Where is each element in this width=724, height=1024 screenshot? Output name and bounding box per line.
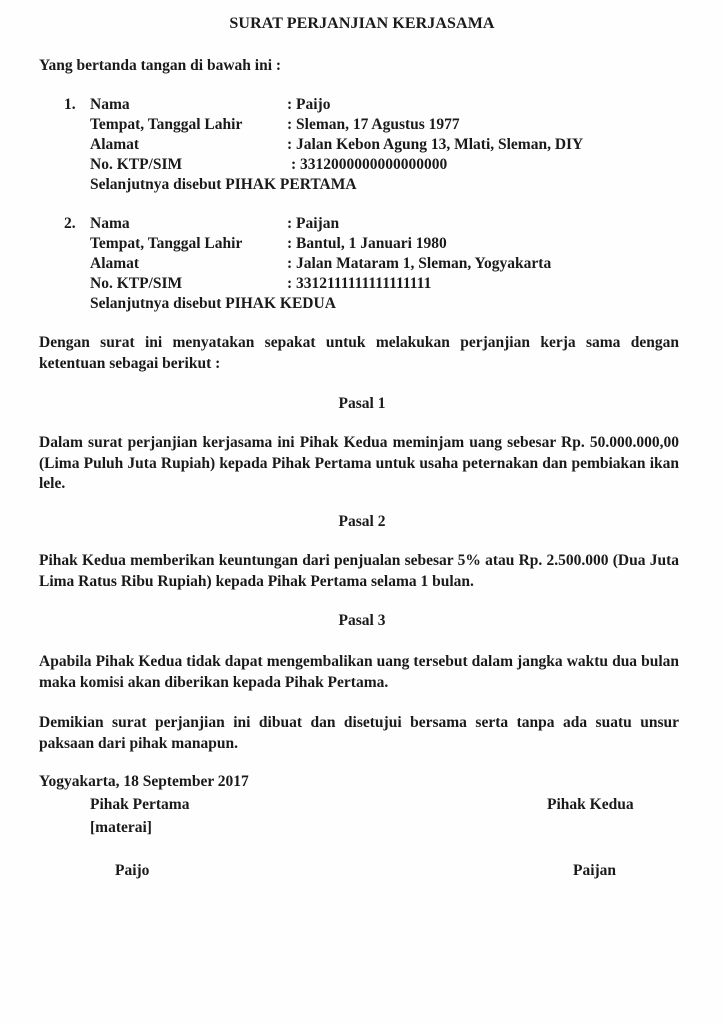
field-value-alamat: : Jalan Kebon Agung 13, Mlati, Sleman, DIY	[287, 136, 584, 153]
party-designation-line	[90, 176, 357, 194]
field-value-nama: : Paijo	[287, 96, 331, 113]
document-title: SURAT PERJANJIAN KERJASAMA	[229, 15, 495, 32]
field-label-alamat: Alamat	[90, 136, 140, 153]
designation-prefix: Selanjutnya disebut	[90, 295, 226, 312]
closing-statement: Demikian surat perjanjian ini dibuat dan disetujui bersama serta tanpa ada suatu unsur paksaan dari pihak manapun.	[39, 714, 679, 752]
agreement-statement: Dengan surat ini menyatakan sepakat untuk melakukan perjanjian kerja sama dengan ketentuan sebagai berikut :	[39, 334, 679, 372]
article-heading-2: Pasal 2	[338, 513, 386, 530]
field-label-ktp: No. KTP/SIM	[90, 275, 183, 292]
party-number: 2.	[64, 215, 76, 232]
field-label-ttl: Tempat, Tanggal Lahir	[90, 116, 243, 133]
field-label-ttl: Tempat, Tanggal Lahir	[90, 235, 243, 252]
field-value-ttl: : Bantul, 1 Januari 1980	[287, 235, 447, 252]
field-value-alamat: : Jalan Mataram 1, Sleman, Yogyakarta	[287, 255, 552, 272]
party-designation-line	[90, 295, 336, 313]
article-text-3: Apabila Pihak Kedua tidak dapat mengembalikan uang tersebut dalam jangka waktu dua bulan maka komisi akan diberikan kepada Pihak Pertama.	[39, 653, 679, 691]
field-label-alamat: Alamat	[90, 255, 140, 272]
field-value-ttl: : Sleman, 17 Agustus 1977	[287, 116, 460, 133]
stamp-placeholder: [materai]	[90, 819, 152, 836]
signature-role: Pihak Kedua	[547, 796, 634, 813]
signatory-name: Paijan	[573, 862, 617, 879]
party-number: 1.	[64, 96, 76, 113]
field-value-nama: : Paijan	[287, 215, 340, 232]
field-value-ktp: : 3312111111111111111	[287, 275, 432, 292]
designation-pihak-kedua: PIHAK KEDUA	[225, 295, 336, 312]
place-date: Yogyakarta, 18 September 2017	[39, 773, 249, 790]
field-label-nama: Nama	[90, 215, 130, 232]
field-label-nama: Nama	[90, 96, 130, 113]
designation-pihak-pertama: PIHAK PERTAMA	[225, 176, 357, 193]
field-value-ktp: : 3312000000000000000	[291, 156, 448, 173]
intro-text: Yang bertanda tangan di bawah ini :	[39, 57, 282, 74]
signature-role: Pihak Pertama	[90, 796, 190, 813]
article-text-1: Dalam surat perjanjian kerjasama ini Pihak Kedua meminjam uang sebesar Rp. 50.000.000,00 (Lima Puluh Juta Rupiah) kepada Pihak Pertama untuk usaha peternakan dan pembiakan ikan lele.	[39, 434, 679, 492]
field-label-ktp: No. KTP/SIM	[90, 156, 183, 173]
signatory-name: Paijo	[115, 862, 150, 879]
article-text-2: Pihak Kedua memberikan keuntungan dari penjualan sebesar 5% atau Rp. 2.500.000 (Dua Juta Lima Ratus Ribu Rupiah) kepada Pihak Pertama selama 1 bulan.	[39, 552, 679, 590]
article-heading-3: Pasal 3	[338, 612, 386, 629]
article-heading-1: Pasal 1	[338, 395, 386, 412]
designation-prefix: Selanjutnya disebut	[90, 176, 226, 193]
